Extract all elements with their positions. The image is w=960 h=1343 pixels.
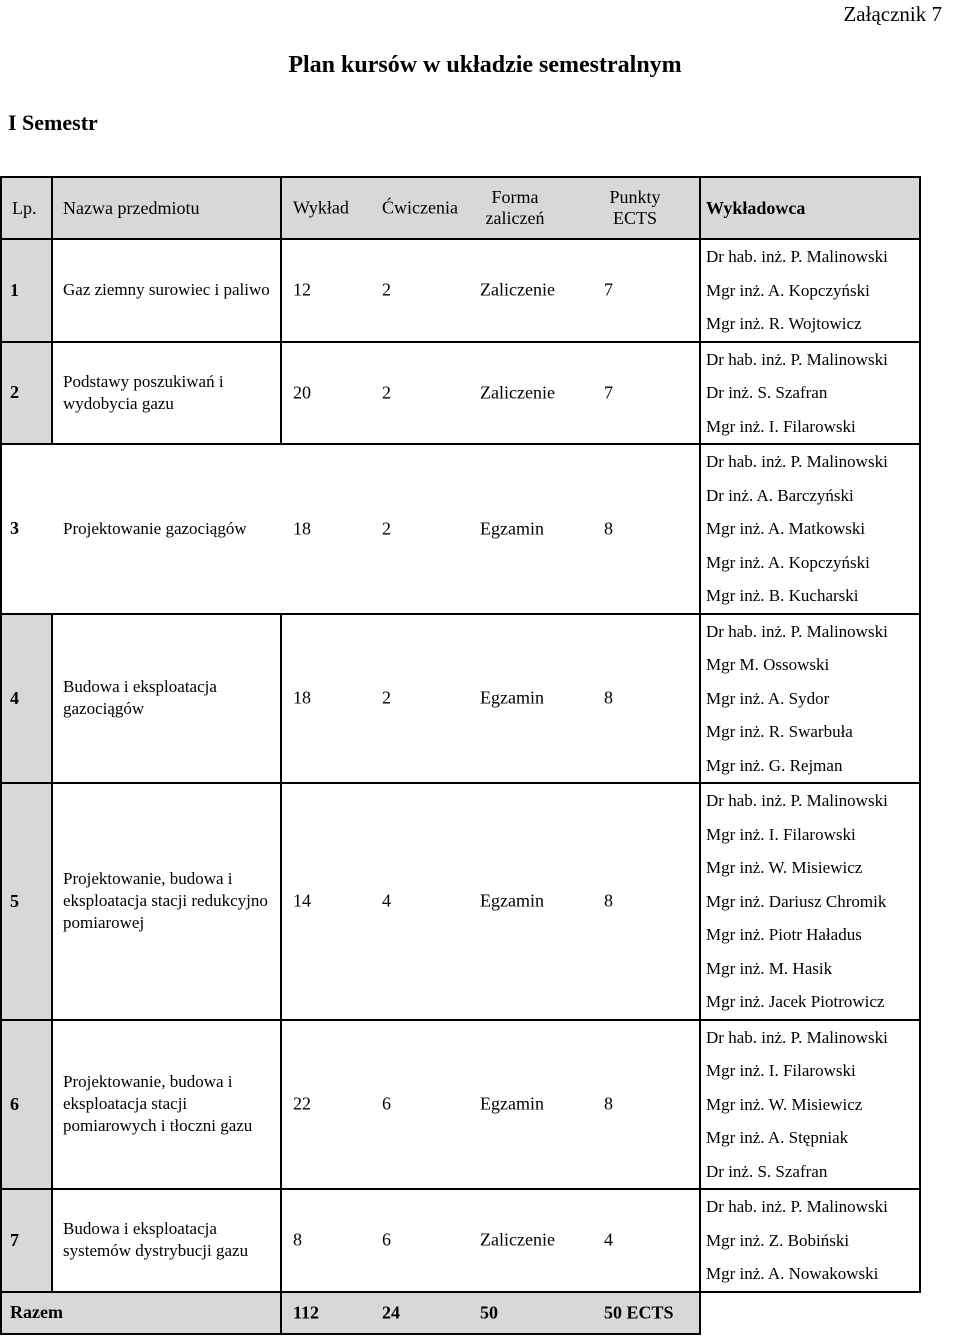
lecturer-name: Mgr inż. A. Kopczyński xyxy=(706,552,870,572)
course-details xyxy=(281,1020,700,1190)
appendix-label: Załącznik 7 xyxy=(843,2,942,26)
assessment-form: Zaliczenie xyxy=(480,279,555,300)
lecturer-name: Mgr M. Ossowski xyxy=(706,655,830,674)
totals-label: Razem xyxy=(1,1292,281,1334)
lecture-hours: 18 xyxy=(293,687,311,708)
header-form-line1: Forma xyxy=(491,187,539,207)
lecturer-name: Mgr inż. I. Filarowski xyxy=(706,416,856,436)
header-ects-line2: ECTS xyxy=(612,208,657,228)
course-name: Podstawy poszukiwań i wydobycia gazu xyxy=(52,342,281,445)
page-title: Plan kursów w układzie semestralnym xyxy=(288,52,682,78)
table-row xyxy=(1,444,920,614)
ects-points: 8 xyxy=(604,518,613,539)
lecturer-name: Dr hab. inż. P. Malinowski xyxy=(706,247,888,266)
header-lp: Lp. xyxy=(1,177,52,239)
header-ects-line1: Punkty xyxy=(609,187,661,207)
lecture-hours: 12 xyxy=(293,279,311,300)
course-name: Budowa i eksploatacja gazociągów xyxy=(52,614,281,784)
assessment-form: Egzamin xyxy=(480,890,544,911)
ects-points: 8 xyxy=(604,890,613,911)
lecturer-name: Mgr inż. A. Matkowski xyxy=(706,519,866,538)
lecturer-name: Mgr inż. Z. Bobiński xyxy=(706,1230,850,1250)
total-ects: 50 ECTS xyxy=(604,1302,674,1322)
header-form-line2: zaliczeń xyxy=(485,208,545,228)
table-row xyxy=(1,239,920,342)
lecturer-name: Mgr inż. A. Sydor xyxy=(706,688,830,708)
header-form xyxy=(480,187,550,229)
row-number: 1 xyxy=(1,239,52,342)
course-name: Projektowanie gazociągów xyxy=(52,444,281,614)
lecturer-name: Dr hab. inż. P. Malinowski xyxy=(706,621,888,641)
lecturer-name: Mgr inż. M. Hasik xyxy=(706,958,833,978)
course-name: Projektowanie, budowa i eksploatacja stacji pomiarowych i tłoczni gazu xyxy=(52,1020,281,1190)
lecturer-name: Dr hab. inż. P. Malinowski xyxy=(706,349,888,369)
header-course-name: Nazwa przedmiotu xyxy=(52,177,281,239)
table-row xyxy=(1,1020,920,1190)
header-middle xyxy=(281,177,700,239)
total-form: 50 xyxy=(480,1302,498,1322)
assessment-form: Egzamin xyxy=(480,687,544,708)
header-lecturer: Wykładowca xyxy=(700,177,920,239)
table-row xyxy=(1,1189,920,1292)
lecturers-cell xyxy=(700,614,920,784)
table-row xyxy=(1,783,920,1020)
course-details xyxy=(281,342,700,445)
header-exercises: Ćwiczenia xyxy=(382,197,458,218)
total-exercise-hours: 24 xyxy=(382,1302,400,1322)
row-number: 2 xyxy=(1,342,52,445)
lecture-hours: 18 xyxy=(293,518,311,539)
lecturers-cell xyxy=(700,1020,920,1190)
ects-points: 7 xyxy=(604,279,613,300)
exercise-hours: 4 xyxy=(382,890,391,911)
lecturer-name: Mgr inż. A. Nowakowski xyxy=(706,1264,879,1283)
lecturer-name: Dr inż. A. Barczyński xyxy=(706,485,854,505)
lecturer-name: Mgr inż. Piotr Haładus xyxy=(706,925,862,944)
exercise-hours: 2 xyxy=(382,279,391,300)
lecturers-cell xyxy=(700,783,920,1020)
lecturer-name: Dr hab. inż. P. Malinowski xyxy=(706,1027,888,1047)
lecturer-name: Mgr inż. A. Kopczyński xyxy=(706,280,870,300)
assessment-form: Egzamin xyxy=(480,518,544,539)
table-header-row xyxy=(1,177,920,239)
course-details xyxy=(281,1189,700,1292)
ects-points: 8 xyxy=(604,687,613,708)
exercise-hours: 2 xyxy=(382,518,391,539)
lecturer-name: Mgr inż. W. Misiewicz xyxy=(706,1094,863,1114)
lecturer-name: Dr inż. S. Szafran xyxy=(706,1161,828,1181)
lecturer-name: Mgr inż. I. Filarowski xyxy=(706,1061,856,1080)
lecturer-name: Dr hab. inż. P. Malinowski xyxy=(706,791,888,810)
totals-row xyxy=(1,1292,920,1334)
header-ects xyxy=(604,187,666,229)
row-number: 7 xyxy=(1,1189,52,1292)
exercise-hours: 6 xyxy=(382,1229,391,1250)
course-details xyxy=(281,783,700,1020)
lecturer-name: Mgr inż. B. Kucharski xyxy=(706,586,859,605)
assessment-form: Zaliczenie xyxy=(480,382,555,403)
table-row xyxy=(1,614,920,784)
lecturer-name: Dr hab. inż. P. Malinowski xyxy=(706,452,888,471)
row-number: 5 xyxy=(1,783,52,1020)
lecturers-cell xyxy=(700,444,920,614)
lecturers-cell xyxy=(700,239,920,342)
lecturer-name: Mgr inż. W. Misiewicz xyxy=(706,858,863,877)
course-details xyxy=(281,444,700,614)
lecture-hours: 22 xyxy=(293,1093,311,1114)
lecturer-name: Mgr inż. R. Wojtowicz xyxy=(706,314,862,333)
course-details xyxy=(281,614,700,784)
lecturer-name: Mgr inż. Jacek Piotrowicz xyxy=(706,992,885,1011)
lecturer-name: Dr inż. S. Szafran xyxy=(706,383,828,402)
lecturer-name: Mgr inż. I. Filarowski xyxy=(706,824,856,844)
row-number: 3 xyxy=(1,444,52,614)
lecture-hours: 14 xyxy=(293,890,311,911)
totals-values xyxy=(281,1292,700,1334)
course-name: Projektowanie, budowa i eksploatacja stacji redukcyjno pomiarowej xyxy=(52,783,281,1020)
lecturer-name: Dr hab. inż. P. Malinowski xyxy=(706,1197,888,1216)
assessment-form: Egzamin xyxy=(480,1093,544,1114)
totals-empty-cell xyxy=(700,1292,920,1334)
ects-points: 4 xyxy=(604,1229,613,1250)
total-lecture-hours: 112 xyxy=(293,1302,320,1322)
ects-points: 8 xyxy=(604,1093,613,1114)
course-name: Budowa i eksploatacja systemów dystrybucji gazu xyxy=(52,1189,281,1292)
row-number: 6 xyxy=(1,1020,52,1190)
table-row xyxy=(1,342,920,445)
lecturers-cell xyxy=(700,342,920,445)
lecturers-cell xyxy=(700,1189,920,1292)
exercise-hours: 2 xyxy=(382,687,391,708)
course-plan-table xyxy=(0,176,921,1335)
lecturer-name: Mgr inż. A. Stępniak xyxy=(706,1128,849,1147)
course-details xyxy=(281,239,700,342)
header-lecture: Wykład xyxy=(293,197,349,218)
lecture-hours: 20 xyxy=(293,382,311,403)
assessment-form: Zaliczenie xyxy=(480,1229,555,1250)
ects-points: 7 xyxy=(604,382,613,403)
exercise-hours: 2 xyxy=(382,382,391,403)
semester-heading: I Semestr xyxy=(8,110,98,135)
lecturer-name: Mgr inż. G. Rejman xyxy=(706,755,843,775)
exercise-hours: 6 xyxy=(382,1093,391,1114)
course-name: Gaz ziemny surowiec i paliwo xyxy=(52,239,281,342)
lecturer-name: Mgr inż. Dariusz Chromik xyxy=(706,891,887,911)
lecture-hours: 8 xyxy=(293,1229,302,1250)
lecturer-name: Mgr inż. R. Swarbuła xyxy=(706,722,853,741)
row-number: 4 xyxy=(1,614,52,784)
